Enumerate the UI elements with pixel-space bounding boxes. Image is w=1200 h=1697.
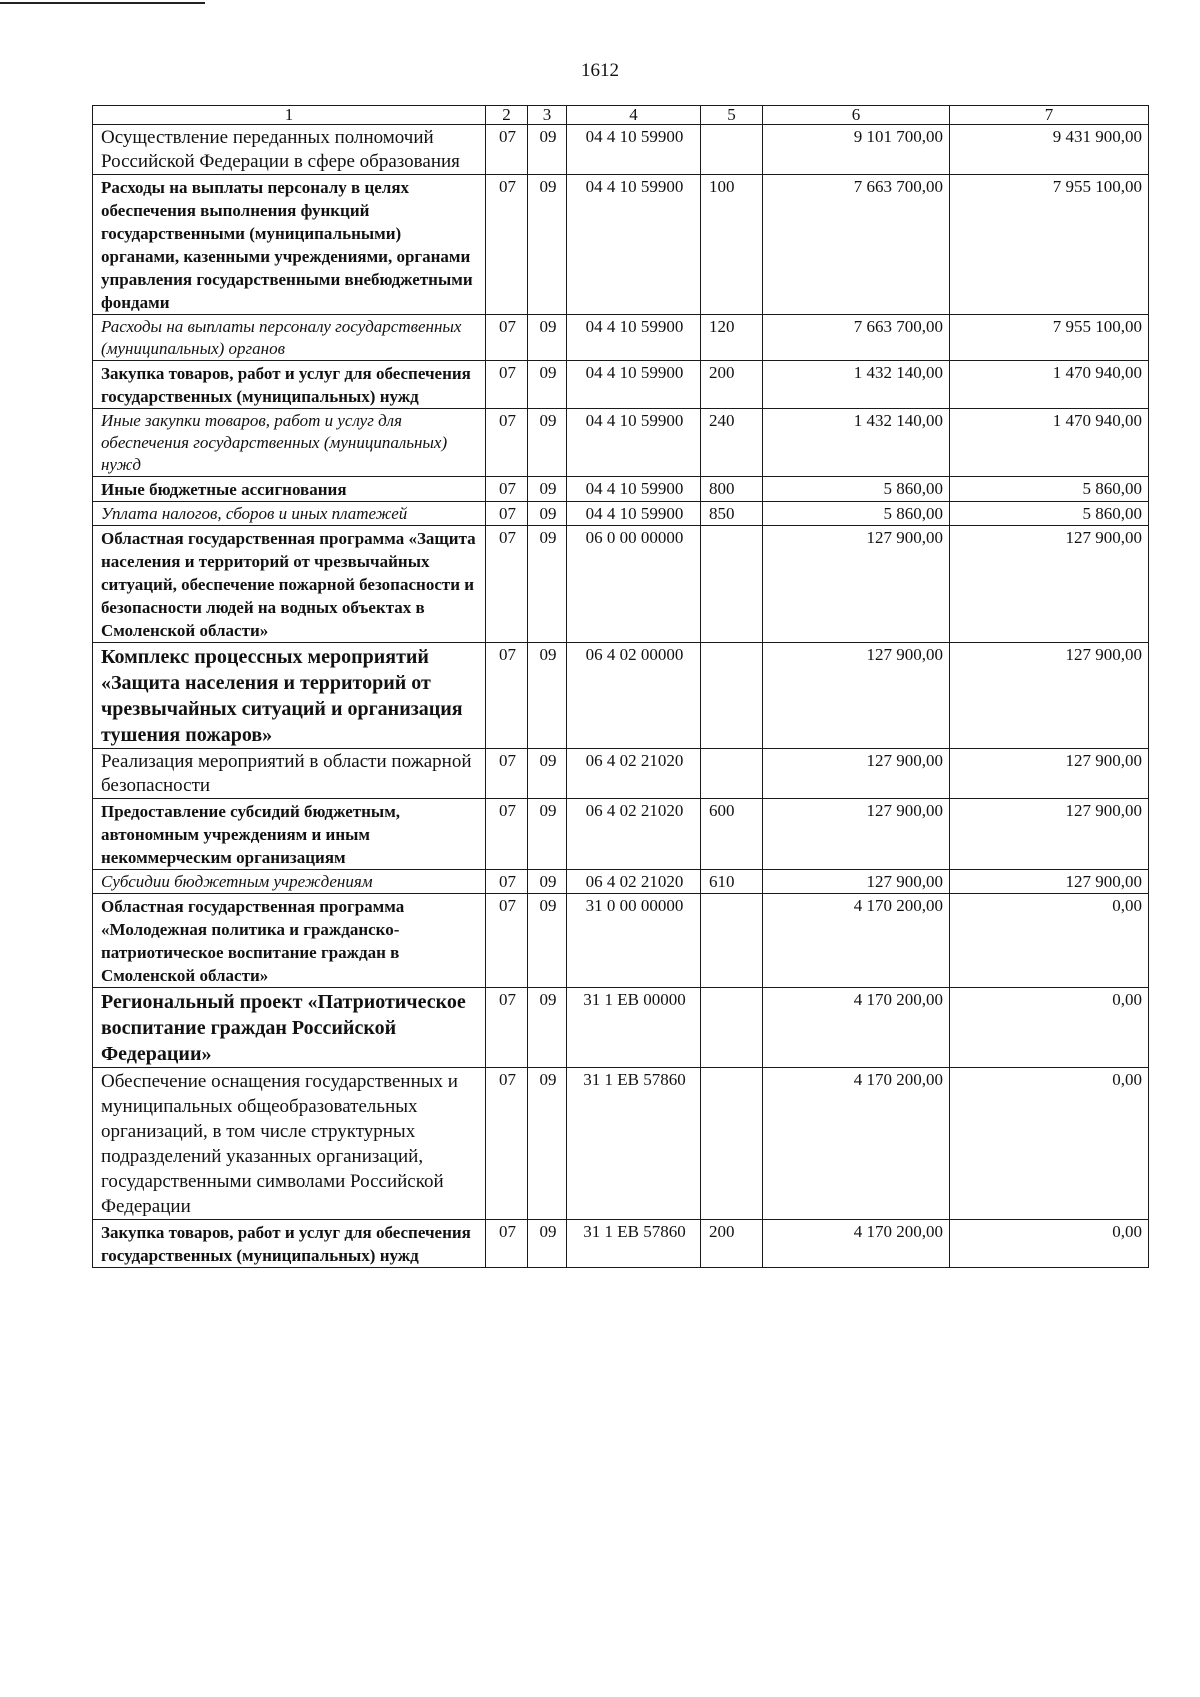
row-name: Закупка товаров, работ и услуг для обеспечения государственных (муниципальных) нужд <box>93 361 486 409</box>
row-section-code: 07 <box>486 477 528 502</box>
table-row <box>93 125 1149 175</box>
row-subsection-code: 09 <box>528 526 567 643</box>
row-section-code: 07 <box>486 526 528 643</box>
row-amount-year-1: 1 432 140,00 <box>763 409 950 477</box>
row-name: Иные закупки товаров, работ и услуг для обеспечения государственных (муниципальных) нужд <box>93 409 486 477</box>
row-amount-year-1: 4 170 200,00 <box>763 988 950 1068</box>
row-amount-year-1: 127 900,00 <box>763 643 950 749</box>
row-subsection-code: 09 <box>528 361 567 409</box>
row-name: Уплата налогов, сборов и иных платежей <box>93 502 486 526</box>
row-target-article: 31 1 ЕВ 57860 <box>567 1220 701 1268</box>
row-expense-type <box>701 125 763 175</box>
row-name: Областная государственная программа «Защита населения и территорий от чрезвычайных ситуаций, обеспечение пожарной безопасности и безопасности людей на водных объектах в Смоленской области» <box>93 526 486 643</box>
row-section-code: 07 <box>486 870 528 894</box>
row-subsection-code: 09 <box>528 749 567 799</box>
row-target-article: 04 4 10 59900 <box>567 502 701 526</box>
row-subsection-code: 09 <box>528 502 567 526</box>
row-expense-type: 850 <box>701 502 763 526</box>
row-section-code: 07 <box>486 125 528 175</box>
row-subsection-code: 09 <box>528 175 567 315</box>
row-target-article: 31 1 ЕВ 57860 <box>567 1068 701 1220</box>
row-name: Реализация мероприятий в области пожарной безопасности <box>93 749 486 799</box>
row-expense-type: 100 <box>701 175 763 315</box>
row-expense-type <box>701 643 763 749</box>
row-name: Обеспечение оснащения государственных и муниципальных общеобразовательных организаций, в том числе структурных подразделений указанных организаций, государственными символами Российской Федерации <box>93 1068 486 1220</box>
row-expense-type <box>701 526 763 643</box>
column-header: 5 <box>701 106 763 125</box>
column-header: 6 <box>763 106 950 125</box>
table-row <box>93 1220 1149 1268</box>
table-row <box>93 361 1149 409</box>
row-amount-year-1: 5 860,00 <box>763 477 950 502</box>
row-target-article: 06 0 00 00000 <box>567 526 701 643</box>
row-subsection-code: 09 <box>528 870 567 894</box>
row-amount-year-1: 4 170 200,00 <box>763 1068 950 1220</box>
row-expense-type: 120 <box>701 315 763 361</box>
row-section-code: 07 <box>486 315 528 361</box>
row-expense-type: 800 <box>701 477 763 502</box>
column-header-row <box>93 106 1149 125</box>
row-expense-type: 600 <box>701 799 763 870</box>
row-target-article: 04 4 10 59900 <box>567 175 701 315</box>
row-amount-year-2: 7 955 100,00 <box>950 175 1149 315</box>
row-expense-type: 240 <box>701 409 763 477</box>
row-name: Областная государственная программа «Молодежная политика и гражданско-патриотическое воспитание граждан в Смоленской области» <box>93 894 486 988</box>
page-number: 1612 <box>581 60 619 81</box>
table-row <box>93 477 1149 502</box>
row-amount-year-2: 1 470 940,00 <box>950 409 1149 477</box>
row-amount-year-1: 127 900,00 <box>763 870 950 894</box>
row-name: Комплекс процессных мероприятий «Защита населения и территорий от чрезвычайных ситуаций и организация тушения пожаров» <box>93 643 486 749</box>
row-subsection-code: 09 <box>528 477 567 502</box>
row-amount-year-1: 4 170 200,00 <box>763 894 950 988</box>
row-amount-year-2: 5 860,00 <box>950 477 1149 502</box>
row-name: Субсидии бюджетным учреждениям <box>93 870 486 894</box>
table-row <box>93 988 1149 1068</box>
row-expense-type <box>701 749 763 799</box>
row-amount-year-2: 127 900,00 <box>950 799 1149 870</box>
row-section-code: 07 <box>486 988 528 1068</box>
table-row <box>93 749 1149 799</box>
top-rule <box>0 2 205 4</box>
table-row <box>93 870 1149 894</box>
row-subsection-code: 09 <box>528 1220 567 1268</box>
row-section-code: 07 <box>486 1068 528 1220</box>
row-target-article: 06 4 02 21020 <box>567 799 701 870</box>
row-expense-type: 200 <box>701 1220 763 1268</box>
row-name: Закупка товаров, работ и услуг для обеспечения государственных (муниципальных) нужд <box>93 1220 486 1268</box>
row-amount-year-2: 1 470 940,00 <box>950 361 1149 409</box>
row-expense-type: 200 <box>701 361 763 409</box>
row-name: Иные бюджетные ассигнования <box>93 477 486 502</box>
table-row <box>93 315 1149 361</box>
row-expense-type <box>701 988 763 1068</box>
row-amount-year-1: 127 900,00 <box>763 749 950 799</box>
row-subsection-code: 09 <box>528 1068 567 1220</box>
row-amount-year-1: 127 900,00 <box>763 526 950 643</box>
row-target-article: 04 4 10 59900 <box>567 361 701 409</box>
row-section-code: 07 <box>486 894 528 988</box>
row-name: Расходы на выплаты персоналу в целях обеспечения выполнения функций государственными (муниципальными) органами, казенными учреждениями, органами управления государственными внебюджетными фондами <box>93 175 486 315</box>
row-subsection-code: 09 <box>528 315 567 361</box>
row-amount-year-2: 127 900,00 <box>950 870 1149 894</box>
row-target-article: 06 4 02 21020 <box>567 870 701 894</box>
column-header: 7 <box>950 106 1149 125</box>
table-row <box>93 799 1149 870</box>
column-header: 1 <box>93 106 486 125</box>
table-row <box>93 175 1149 315</box>
row-amount-year-1: 7 663 700,00 <box>763 315 950 361</box>
row-name: Осуществление переданных полномочий Российской Федерации в сфере образования <box>93 125 486 175</box>
row-target-article: 04 4 10 59900 <box>567 315 701 361</box>
row-section-code: 07 <box>486 799 528 870</box>
row-amount-year-1: 127 900,00 <box>763 799 950 870</box>
column-header: 2 <box>486 106 528 125</box>
row-subsection-code: 09 <box>528 409 567 477</box>
row-amount-year-2: 127 900,00 <box>950 643 1149 749</box>
row-amount-year-2: 127 900,00 <box>950 749 1149 799</box>
budget-table <box>92 105 1149 1268</box>
table-row <box>93 526 1149 643</box>
row-subsection-code: 09 <box>528 894 567 988</box>
row-target-article: 04 4 10 59900 <box>567 477 701 502</box>
row-amount-year-2: 0,00 <box>950 894 1149 988</box>
column-header: 4 <box>567 106 701 125</box>
row-amount-year-2: 5 860,00 <box>950 502 1149 526</box>
row-section-code: 07 <box>486 409 528 477</box>
row-expense-type: 610 <box>701 870 763 894</box>
row-amount-year-2: 0,00 <box>950 988 1149 1068</box>
row-subsection-code: 09 <box>528 799 567 870</box>
row-name: Предоставление субсидий бюджетным, автономным учреждениям и иным некоммерческим организациям <box>93 799 486 870</box>
table-row <box>93 1068 1149 1220</box>
row-section-code: 07 <box>486 502 528 526</box>
row-expense-type <box>701 894 763 988</box>
row-amount-year-1: 7 663 700,00 <box>763 175 950 315</box>
row-section-code: 07 <box>486 643 528 749</box>
row-section-code: 07 <box>486 1220 528 1268</box>
table-row <box>93 409 1149 477</box>
column-header: 3 <box>528 106 567 125</box>
row-name: Региональный проект «Патриотическое воспитание граждан Российской Федерации» <box>93 988 486 1068</box>
row-amount-year-1: 4 170 200,00 <box>763 1220 950 1268</box>
row-amount-year-2: 9 431 900,00 <box>950 125 1149 175</box>
row-target-article: 31 0 00 00000 <box>567 894 701 988</box>
row-target-article: 04 4 10 59900 <box>567 409 701 477</box>
row-amount-year-2: 0,00 <box>950 1220 1149 1268</box>
row-target-article: 04 4 10 59900 <box>567 125 701 175</box>
row-amount-year-2: 0,00 <box>950 1068 1149 1220</box>
table-row <box>93 643 1149 749</box>
row-section-code: 07 <box>486 175 528 315</box>
row-amount-year-2: 7 955 100,00 <box>950 315 1149 361</box>
row-amount-year-1: 5 860,00 <box>763 502 950 526</box>
row-subsection-code: 09 <box>528 643 567 749</box>
row-target-article: 31 1 ЕВ 00000 <box>567 988 701 1068</box>
row-amount-year-2: 127 900,00 <box>950 526 1149 643</box>
row-subsection-code: 09 <box>528 125 567 175</box>
row-name: Расходы на выплаты персоналу государственных (муниципальных) органов <box>93 315 486 361</box>
row-amount-year-1: 9 101 700,00 <box>763 125 950 175</box>
row-expense-type <box>701 1068 763 1220</box>
row-target-article: 06 4 02 21020 <box>567 749 701 799</box>
row-target-article: 06 4 02 00000 <box>567 643 701 749</box>
table-row <box>93 894 1149 988</box>
row-subsection-code: 09 <box>528 988 567 1068</box>
row-section-code: 07 <box>486 749 528 799</box>
row-section-code: 07 <box>486 361 528 409</box>
row-amount-year-1: 1 432 140,00 <box>763 361 950 409</box>
table-row <box>93 502 1149 526</box>
